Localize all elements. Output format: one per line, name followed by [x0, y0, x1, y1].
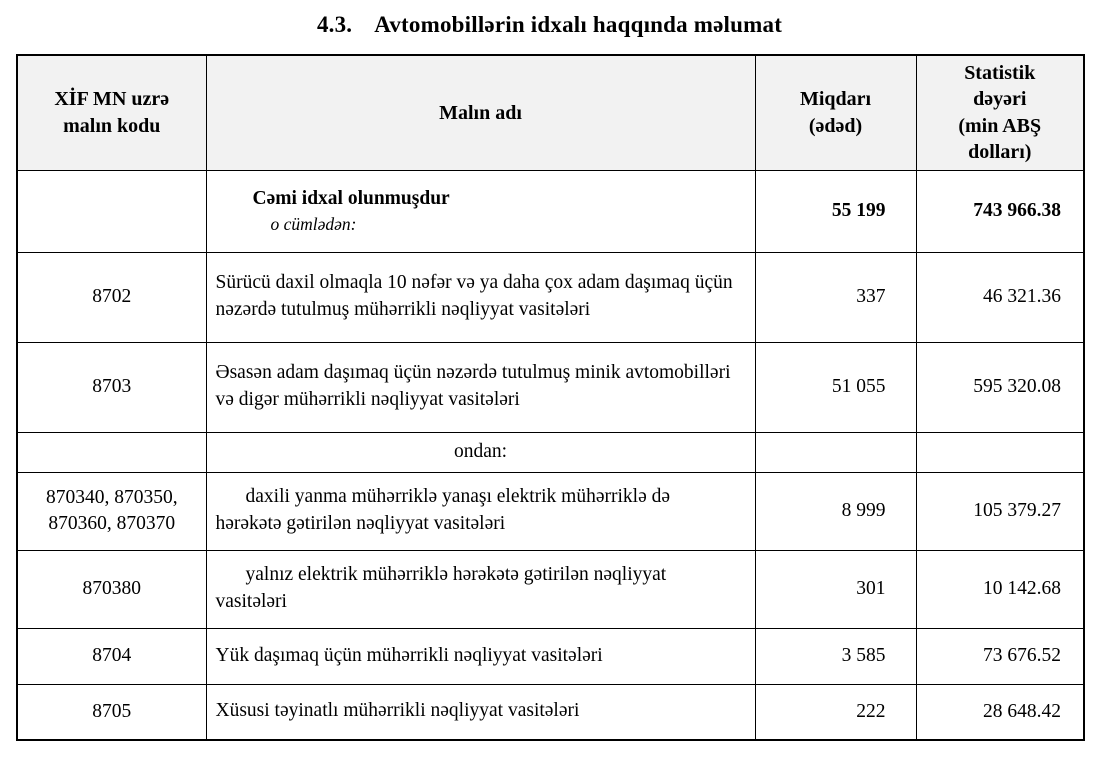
quantity-cell: 222: [755, 684, 916, 740]
table-row: [17, 170, 1084, 252]
table-row: [17, 252, 1084, 342]
statistic-value-cell: 10 142.68: [916, 550, 1084, 628]
statistic-value-cell: [916, 432, 1084, 472]
product-name: Sürücü daxil olmaqla 10 nəfər və ya daha çox adam daşımaq üçün nəzərdə tutulmuş mühərrikli nəqliyyat vasitələri: [215, 272, 733, 321]
statistic-value-cell: 46 321.36: [916, 252, 1084, 342]
name-cell: [206, 252, 755, 342]
imports-table: [16, 54, 1085, 741]
name-cell: [206, 432, 755, 472]
code-cell: 8704: [17, 628, 206, 684]
table-body: [17, 170, 1084, 740]
statistic-value-cell: 73 676.52: [916, 628, 1084, 684]
table-row: [17, 684, 1084, 740]
name-cell: [206, 170, 755, 252]
name-cell: [206, 628, 755, 684]
quantity-cell: 3 585: [755, 628, 916, 684]
product-name: Yük daşımaq üçün mühərrikli nəqliyyat vasitələri: [215, 644, 603, 666]
product-name-subnote: o cümlədən:: [270, 214, 357, 235]
name-cell: [206, 550, 755, 628]
quantity-cell: 8 999: [755, 472, 916, 550]
product-name: Xüsusi təyinatlı mühərrikli nəqliyyat vasitələri: [215, 700, 580, 722]
col-header-code: XİF MN uzrə malın kodu: [17, 55, 206, 170]
table-row: [17, 628, 1084, 684]
col-header-value: Statistik dəyəri (min ABŞ dolları): [916, 55, 1084, 170]
section-title-text: Avtomobillərin idxalı haqqında məlumat: [374, 12, 783, 37]
code-cell: 8705: [17, 684, 206, 740]
code-cell: [17, 170, 206, 252]
col-header-name: Malın adı: [206, 55, 755, 170]
code-cell: 8702: [17, 252, 206, 342]
product-name: ondan:: [453, 440, 508, 462]
table-row: [17, 342, 1084, 432]
statistic-value-cell: 28 648.42: [916, 684, 1084, 740]
page-title: [16, 12, 1083, 38]
col-header-qty: Miqdarı (ədəd): [755, 55, 916, 170]
statistic-value-cell: 595 320.08: [916, 342, 1084, 432]
code-cell: 870380: [17, 550, 206, 628]
statistic-value-cell: 743 966.38: [916, 170, 1084, 252]
product-name: daxili yanma mühərriklə yanaşı elektrik mühərriklə də hərəkətə gətirilən nəqliyyat vasitələri: [215, 486, 671, 535]
product-name: Əsasən adam daşımaq üçün nəzərdə tutulmuş minik avtomobilləri və digər mühərrikli nəqliyyat vasitələri: [215, 362, 731, 411]
quantity-cell: 51 055: [755, 342, 916, 432]
code-cell: 870340, 870350, 870360, 870370: [17, 472, 206, 550]
name-cell: [206, 472, 755, 550]
code-cell: 8703: [17, 342, 206, 432]
table-header: [17, 55, 1084, 170]
code-cell: [17, 432, 206, 472]
quantity-cell: 301: [755, 550, 916, 628]
table-row: [17, 432, 1084, 472]
quantity-cell: 337: [755, 252, 916, 342]
table-row: [17, 550, 1084, 628]
table-row: [17, 472, 1084, 550]
product-name: yalnız elektrik mühərriklə hərəkətə gətirilən nəqliyyat vasitələri: [215, 564, 667, 613]
section-number: 4.3.: [316, 12, 353, 37]
name-cell: [206, 684, 755, 740]
quantity-cell: [755, 432, 916, 472]
quantity-cell: 55 199: [755, 170, 916, 252]
product-name: Cəmi idxal olunmuşdur: [252, 187, 450, 209]
name-cell: [206, 342, 755, 432]
statistic-value-cell: 105 379.27: [916, 472, 1084, 550]
